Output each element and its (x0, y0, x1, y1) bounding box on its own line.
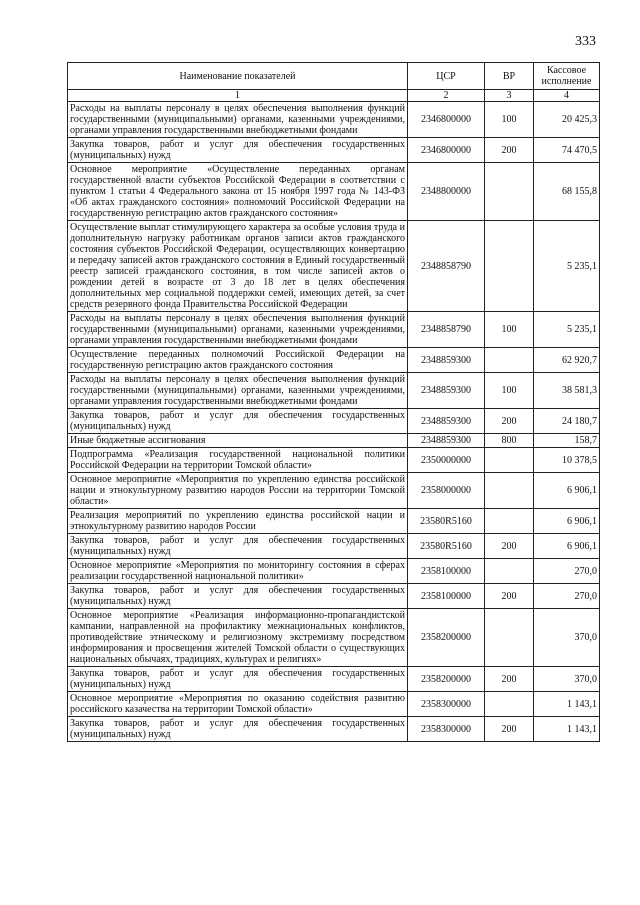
row-amount: 6 906,1 (534, 534, 600, 559)
table-body (68, 102, 600, 742)
row-vr (485, 348, 534, 373)
column-number: 1 (68, 90, 408, 102)
row-name: Осуществление переданных полномочий Российской Федерации на государственную регистрацию актов гражданского состояния (68, 348, 408, 373)
column-number: 3 (485, 90, 534, 102)
row-name: Основное мероприятие «Мероприятия по мониторингу состояния в сферах реализации государственной национальной политики» (68, 559, 408, 584)
row-vr: 100 (485, 373, 534, 409)
column-number-row (68, 90, 600, 102)
row-csr: 2358000000 (408, 473, 485, 509)
row-vr (485, 163, 534, 221)
table-row (68, 138, 600, 163)
row-vr: 200 (485, 584, 534, 609)
row-csr: 2358300000 (408, 717, 485, 742)
row-vr: 800 (485, 434, 534, 448)
row-csr: 2348858790 (408, 221, 485, 312)
header-row (68, 63, 600, 90)
row-csr: 2358100000 (408, 559, 485, 584)
row-vr (485, 473, 534, 509)
row-amount: 6 906,1 (534, 473, 600, 509)
row-name: Закупка товаров, работ и услуг для обеспечения государственных (муниципальных) нужд (68, 717, 408, 742)
row-amount: 5 235,1 (534, 221, 600, 312)
row-amount: 68 155,8 (534, 163, 600, 221)
row-name: Закупка товаров, работ и услуг для обеспечения государственных (муниципальных) нужд (68, 409, 408, 434)
table-row (68, 717, 600, 742)
table-row (68, 509, 600, 534)
table-row (68, 221, 600, 312)
row-name: Основное мероприятие «Осуществление переданных органам государственной власти субъектов Российской Федерации в соответствии с пунктом 1 статьи 4 Федерального закона от 15 ноября 1997 года № 143-ФЗ «Об актах гражданского состояния» полномочий Российской Федерации на государственную регистрацию актов гражданского состояния» (68, 163, 408, 221)
row-name: Подпрограмма «Реализация государственной национальной политики Российской Федерации на территории Томской области» (68, 448, 408, 473)
table-row (68, 434, 600, 448)
table-row (68, 609, 600, 667)
row-csr: 2350000000 (408, 448, 485, 473)
row-amount: 62 920,7 (534, 348, 600, 373)
row-amount: 1 143,1 (534, 692, 600, 717)
row-name: Осуществление выплат стимулирующего характера за особые условия труда и дополнительную нагрузку работникам органов записи актов гражданского состояния субъектов Российской Федерации, осуществляющих конвертацию и передачу записей актов гражданского состояния в Единый государственный реестр записей гражданского состояния, в том числе записей актов о рождении детей в возрасте от 3 до 18 лет в целях обеспечения дополнительных мер социальной поддержки семей, имеющих детей, за счет средств резервного фонда Правительства Российской Федерации (68, 221, 408, 312)
row-vr: 200 (485, 667, 534, 692)
table-row (68, 692, 600, 717)
row-csr: 2346800000 (408, 138, 485, 163)
row-vr (485, 509, 534, 534)
table-row (68, 373, 600, 409)
row-amount: 10 378,5 (534, 448, 600, 473)
header-csr: ЦСР (408, 63, 485, 90)
column-number: 2 (408, 90, 485, 102)
row-csr: 2358300000 (408, 692, 485, 717)
row-csr: 2348859300 (408, 348, 485, 373)
table-row (68, 559, 600, 584)
row-name: Иные бюджетные ассигнования (68, 434, 408, 448)
table-row (68, 312, 600, 348)
table-row (68, 163, 600, 221)
row-amount: 270,0 (534, 559, 600, 584)
table-row (68, 667, 600, 692)
column-number: 4 (534, 90, 600, 102)
row-amount: 158,7 (534, 434, 600, 448)
row-name: Закупка товаров, работ и услуг для обеспечения государственных (муниципальных) нужд (68, 138, 408, 163)
row-csr: 2348858790 (408, 312, 485, 348)
row-name: Закупка товаров, работ и услуг для обеспечения государственных (муниципальных) нужд (68, 584, 408, 609)
row-csr: 2358200000 (408, 609, 485, 667)
row-vr: 100 (485, 102, 534, 138)
row-name: Основное мероприятие «Реализация информационно-пропагандистской кампании, направленной на профилактику межнациональных конфликтов, противодействие этническому и религиозному экстремизму посредством информирования и просвещения жителей Томской области о существующих национальных обычаях, традициях, культурах и религиях» (68, 609, 408, 667)
row-vr: 200 (485, 534, 534, 559)
row-amount: 24 180,7 (534, 409, 600, 434)
row-vr: 100 (485, 312, 534, 348)
header-name: Наименование показателей (68, 63, 408, 90)
row-name: Закупка товаров, работ и услуг для обеспечения государственных (муниципальных) нужд (68, 667, 408, 692)
row-name: Расходы на выплаты персоналу в целях обеспечения выполнения функций государственными (муниципальными) органами, казенными учреждениями, органами управления государственными внебюджетными фондами (68, 312, 408, 348)
table-row (68, 584, 600, 609)
table-row (68, 534, 600, 559)
row-amount: 370,0 (534, 667, 600, 692)
row-csr: 2348859300 (408, 409, 485, 434)
row-csr: 2348859300 (408, 434, 485, 448)
table-row (68, 348, 600, 373)
row-vr: 200 (485, 409, 534, 434)
row-amount: 74 470,5 (534, 138, 600, 163)
row-csr: 23580R5160 (408, 534, 485, 559)
row-csr: 2358100000 (408, 584, 485, 609)
row-csr: 2348859300 (408, 373, 485, 409)
row-name: Реализация мероприятий по укреплению единства российской нации и этнокультурному развитию народов России (68, 509, 408, 534)
row-name: Основное мероприятие «Мероприятия по оказанию содействия развитию российского казачества на территории Томской области» (68, 692, 408, 717)
row-name: Закупка товаров, работ и услуг для обеспечения государственных (муниципальных) нужд (68, 534, 408, 559)
header-amount: Кассовое исполнение (534, 63, 600, 90)
row-amount: 38 581,3 (534, 373, 600, 409)
row-vr (485, 559, 534, 584)
row-name: Расходы на выплаты персоналу в целях обеспечения выполнения функций государственными (муниципальными) органами, казенными учреждениями, органами управления государственными внебюджетными фондами (68, 102, 408, 138)
row-amount: 370,0 (534, 609, 600, 667)
row-name: Расходы на выплаты персоналу в целях обеспечения выполнения функций государственными (муниципальными) органами, казенными учреждениями, органами управления государственными внебюджетными фондами (68, 373, 408, 409)
row-vr (485, 221, 534, 312)
table-row (68, 448, 600, 473)
row-name: Основное мероприятие «Мероприятия по укреплению единства российской нации и этнокультурному развитию народов России на территории Томской области» (68, 473, 408, 509)
row-amount: 5 235,1 (534, 312, 600, 348)
row-csr: 2348800000 (408, 163, 485, 221)
row-csr: 23580R5160 (408, 509, 485, 534)
page-number: 333 (575, 34, 596, 49)
row-amount: 1 143,1 (534, 717, 600, 742)
row-vr (485, 692, 534, 717)
table-row (68, 473, 600, 509)
row-amount: 6 906,1 (534, 509, 600, 534)
header-vr: ВР (485, 63, 534, 90)
budget-execution-table (67, 62, 600, 742)
row-csr: 2346800000 (408, 102, 485, 138)
row-csr: 2358200000 (408, 667, 485, 692)
row-vr (485, 609, 534, 667)
table-row (68, 409, 600, 434)
row-amount: 20 425,3 (534, 102, 600, 138)
row-vr: 200 (485, 717, 534, 742)
table-row (68, 102, 600, 138)
row-vr: 200 (485, 138, 534, 163)
row-amount: 270,0 (534, 584, 600, 609)
row-vr (485, 448, 534, 473)
